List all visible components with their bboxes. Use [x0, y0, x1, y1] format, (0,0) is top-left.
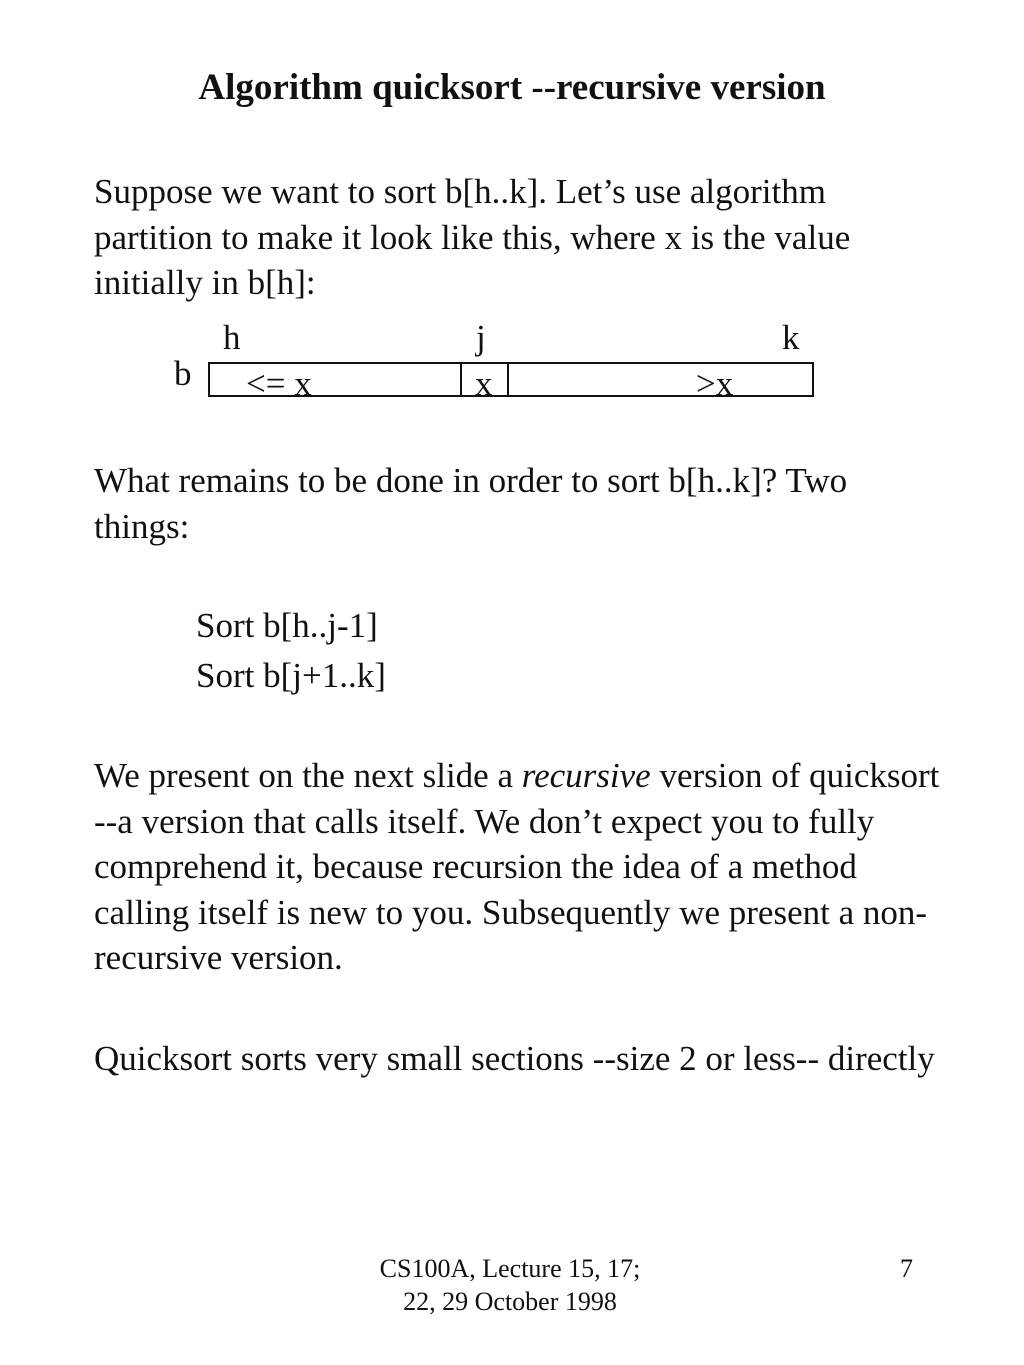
segment-less-equal-x: [210, 364, 462, 403]
segment-mid-label: x: [475, 364, 493, 403]
recursive-paragraph: [94, 753, 944, 981]
recursive-text-after: version of quicksort --a version that calls itself. We don’t expect you to fully comprehend it, because recursion the idea of a method calling itself is new to you. Subsequently we present a non-recursive version.: [94, 756, 940, 977]
footer-course: CS100A, Lecture 15, 17;: [379, 1254, 641, 1283]
slide-footer: [330, 1252, 690, 1318]
intro-paragraph: Suppose we want to sort b[h..k]. Let’s use algorithm partition to make it look like this, where x is the value initially in b[h]:: [94, 172, 851, 302]
segment-greater-x: [509, 364, 812, 403]
segment-left-label: <= x: [246, 364, 312, 403]
segment-right-label: >x: [696, 364, 734, 403]
index-h-label: h: [223, 318, 241, 357]
question-paragraph: What remains to be done in order to sort b[h..k]? Two things:: [94, 461, 848, 546]
index-k-label: k: [782, 318, 800, 357]
page-number: 7: [900, 1254, 913, 1283]
recursive-text-before: We present on the next slide a: [94, 756, 522, 795]
segment-pivot-x: [462, 364, 509, 403]
small-sections-paragraph: Quicksort sorts very small sections --size 2 or less-- directly: [94, 1039, 935, 1078]
slide-title: Algorithm quicksort --recursive version: [198, 67, 826, 108]
step-sort-left: Sort b[h..j-1]: [196, 606, 378, 645]
array-name-label: b: [174, 354, 192, 393]
footer-date: 22, 29 October 1998: [403, 1287, 617, 1316]
array-box: [208, 362, 814, 403]
step-sort-right: Sort b[j+1..k]: [196, 656, 386, 695]
recursive-emphasis: recursive: [521, 756, 651, 795]
index-j-label: j: [476, 318, 486, 357]
